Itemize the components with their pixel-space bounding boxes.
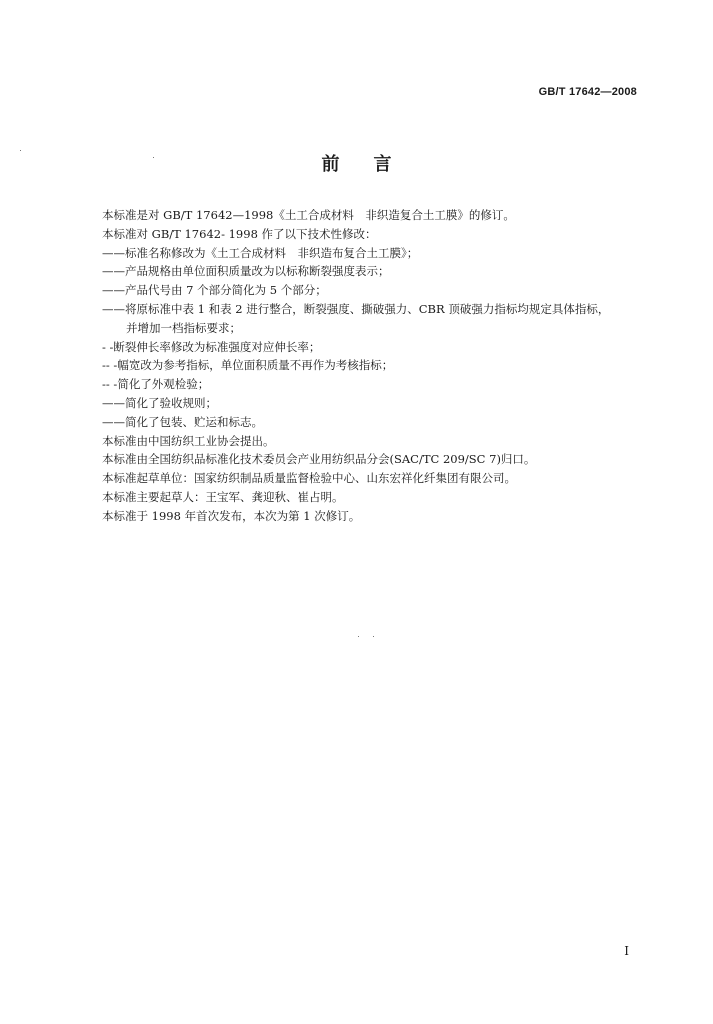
preface-line: 本标准于 1998 年首次发布，本次为第 1 次修订。 (102, 508, 361, 523)
page-number: I (624, 944, 629, 958)
preface-line: -- -幅宽改为参考指标，单位面积质量不再作为考核指标； (102, 358, 394, 373)
preface-line: ——产品代号由 7 个部分简化为 5 个部分； (102, 283, 327, 298)
preface-line: ——简化了验收规则； (102, 395, 217, 410)
preface-line: ——标准名称修改为《土工合成材料 非织造布复合土工膜》； (102, 245, 419, 260)
preface-line: ——产品规格由单位面积质量改为以标称断裂强度表示； (102, 264, 390, 279)
preface-line: 本标准对 GB/T 17642- 1998 作了以下技术性修改： (102, 226, 377, 241)
preface-line: 本标准主要起草人：王宝军、龚迎秋、崔占明。 (102, 489, 344, 504)
scan-speck (20, 150, 21, 151)
standard-code: GB/T 17642—2008 (538, 86, 637, 98)
preface-body (102, 206, 662, 526)
scan-speck (153, 157, 154, 158)
scan-speck (358, 636, 359, 637)
preface-line: 本标准由中国纺织工业协会提出。 (102, 433, 275, 448)
page-title: 前言 (321, 154, 426, 175)
preface-line: ——将原标准中表 1 和表 2 进行整合，断裂强度、撕破强力、CBR 顶破强力指标均规定具体指标， (102, 301, 610, 316)
scan-speck (373, 636, 374, 637)
preface-line: -- -简化了外观检验； (102, 377, 210, 392)
preface-line: 本标准由全国纺织品标准化技术委员会产业用纺织品分会(SAC/TC 209/SC 7)归口。 (102, 452, 536, 467)
preface-line: ——简化了包装、贮运和标志。 (102, 414, 263, 429)
preface-line: 本标准是对 GB/T 17642—1998《土工合成材料 非织造复合土工膜》的修订。 (102, 208, 515, 222)
preface-line: - -断裂伸长率修改为标准强度对应伸长率； (102, 339, 321, 354)
preface-line: 并增加一档指标要求； (126, 320, 241, 335)
preface-line: 本标准起草单位：国家纺织制品质量监督检验中心、山东宏祥化纤集团有限公司。 (102, 471, 516, 486)
